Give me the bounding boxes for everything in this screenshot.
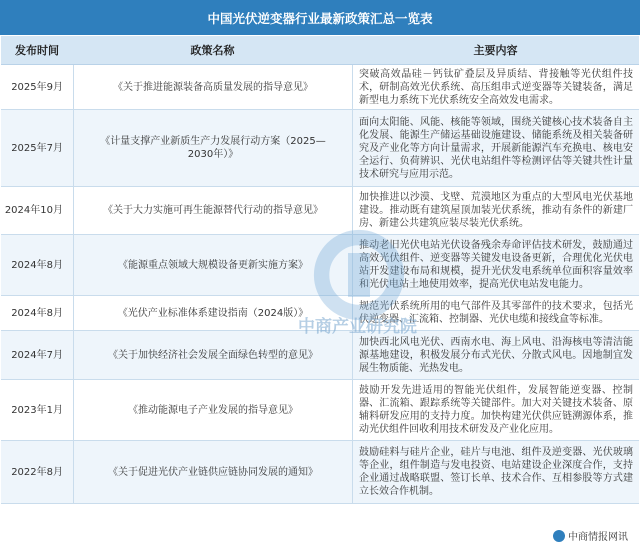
- row-date: 2024年7月: [11, 349, 63, 361]
- row-content: 面向太阳能、风能、核能等领域，围绕关键核心技术装备自主化发展、能源生产储运基础设施建设、储能系统及相关装备研究及产业化等方向计量需求，开展新能源汽车充换电、核电安全运行、负荷辨识、光伏电站组件等检测评估等关键共性计量技术研究与应用示范。: [352, 110, 639, 186]
- header-date: 发布时间: [15, 44, 59, 57]
- row-content: 突破高效晶硅－钙钛矿叠层及异质结、背接触等光伏组件技术，研制高效光伏系统、高压组串式逆变器等关键装备，满足新型电力系统下光伏系统安全高效发电需求。: [352, 65, 639, 109]
- table-row: [1, 187, 639, 235]
- header-content: 主要内容: [473, 44, 518, 57]
- watermark-text: 中商产业研究院: [298, 317, 417, 337]
- row-policy-name: 《关于推进能源装备高质量发展的指导意见》: [73, 65, 352, 109]
- row-policy-name: 《计量支撑产业新质生产力发展行动方案（2025—2030年）》: [73, 110, 352, 186]
- row-date: 2024年8月: [11, 307, 63, 319]
- row-policy-name: 《关于大力实施可再生能源替代行动的指导意见》: [73, 187, 352, 234]
- row-date: 2024年10月: [4, 205, 63, 216]
- row-policy-name: 《关于加快经济社会发展全面绿色转型的意见》: [73, 331, 352, 379]
- row-content: 推动老旧光伏电站光伏设备残余寿命评估技术研发，鼓励通过高效光伏组件、逆变器等关键发电设备更新，合理优化光伏电站开发建设布局和规模，提升光伏发电系统单位面积容量效率和光伏电站土地使用效率，提高光伏电站发电能力。: [352, 235, 639, 295]
- row-policy-name: 《推动能源电子产业发展的指导意见》: [73, 380, 352, 440]
- row-content: 鼓励开发先进适用的智能光伏组件，发展智能逆变器、控制器、汇流箱、跟踪系统等关键部件。加大对关键技术装备、原辅料研发应用的支持力度。加快构建光伏供应链溯源体系，推动光伏组件回收利用技术研发及产业化应用。: [352, 380, 639, 440]
- row-policy-name: 《能源重点领域大规模设备更新实施方案》: [73, 235, 352, 295]
- row-date: 2025年7月: [11, 142, 63, 154]
- table-row: [1, 110, 639, 187]
- table-title: [0, 0, 640, 35]
- source-logo-icon: [553, 530, 565, 542]
- table-row: [1, 331, 639, 380]
- row-date: 2022年8月: [11, 466, 63, 478]
- table-title-text: 中国光伏逆变器行业最新政策汇总一览表: [207, 10, 433, 26]
- row-date: 2025年9月: [11, 81, 63, 93]
- policy-table: [1, 36, 639, 504]
- row-content: 鼓励硅料与硅片企业，硅片与电池、组件及逆变器、光伏玻璃等企业，组件制造与发电投资、电站建设企业深度合作，支持企业通过战略联盟、签订长单、技术合作、互相参股等方式建立长效合作机制。: [352, 441, 639, 503]
- table-row: [1, 296, 639, 331]
- table-row: [1, 380, 639, 441]
- table-row: [1, 441, 639, 504]
- row-date: 2023年1月: [11, 404, 63, 416]
- row-policy-name: 《光伏产业标准体系建设指南（2024版）》: [73, 296, 352, 330]
- table-header: [1, 36, 639, 65]
- footer-source: [553, 528, 628, 543]
- row-content: 加快推进以沙漠、戈壁、荒漠地区为重点的大型风电光伏基地建设。推动既有建筑屋顶加装光伏系统，推动有条件的新建厂房、新建公共建筑应装尽装光伏系统。: [352, 187, 639, 234]
- table-row: [1, 235, 639, 296]
- row-date: 2024年8月: [11, 259, 63, 271]
- footer-source-text: 中商情报网讯: [568, 532, 628, 543]
- table-row: [1, 65, 639, 110]
- header-name: 政策名称: [190, 44, 235, 57]
- row-content: 加快西北风电光伏、西南水电、海上风电、沿海核电等清洁能源基地建设，积极发展分布式光伏、分散式风电。因地制宜发展生物质能、光热发电。: [352, 331, 639, 379]
- row-content: 规范光伏系统所用的电气部件及其零部件的技术要求，包括光伏逆变器、汇流箱、控制器、光伏电缆和接线盒等标准。: [352, 296, 639, 330]
- row-policy-name: 《关于促进光伏产业链供应链协同发展的通知》: [73, 441, 352, 503]
